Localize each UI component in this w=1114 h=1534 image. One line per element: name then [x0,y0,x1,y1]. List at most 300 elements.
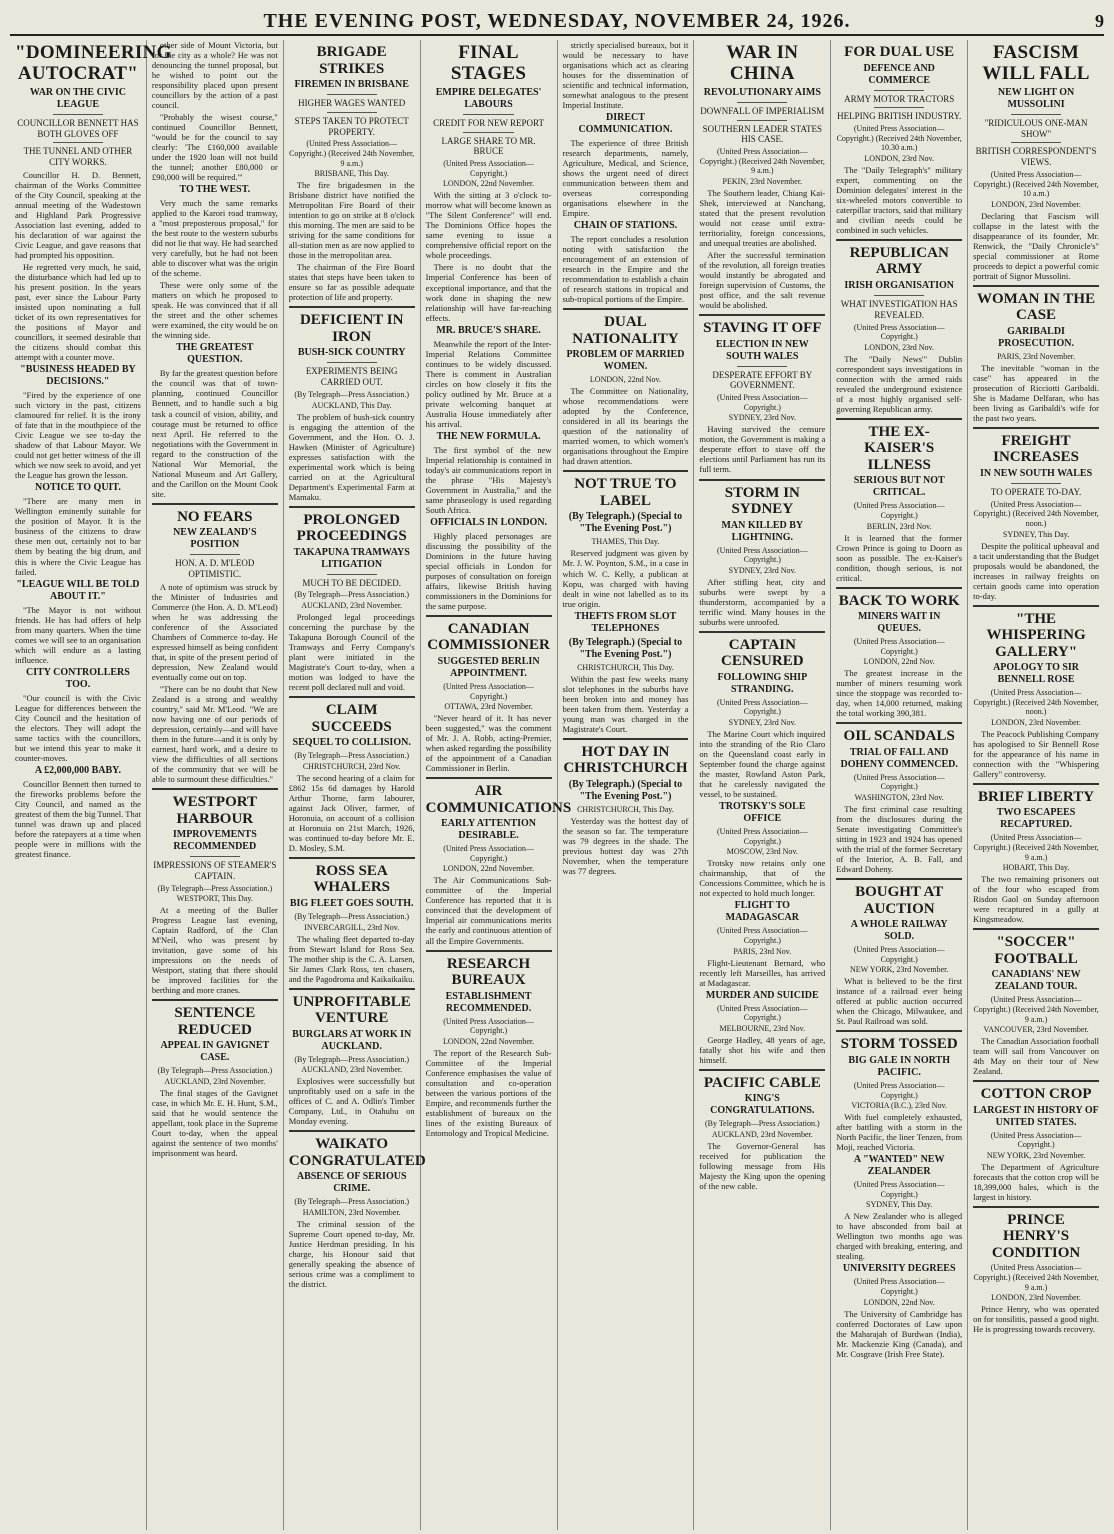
article-subheading: HELPING BRITISH INDUSTRY. [837,111,962,122]
article-paragraph: The criminal session of the Supreme Court opened to-day, Mr. Justice Herdman presiding. In his charge, his Honour said that generally speaking the absence of serious crime was a compliment to the district. [288,1218,415,1289]
dateline: AUCKLAND, 23rd November. [711,1129,813,1139]
dateline: VANCOUVER, 23rd November. [983,1025,1089,1035]
article-heading: UNPROFITABLE VENTURE [292,993,411,1027]
press-credit: (United Press Association—Copyright.) [853,322,945,342]
short-rule [1011,483,1061,484]
article-subheading: THE TUNNEL AND OTHER CITY WORKS. [23,146,133,168]
article-paragraph: The final stages of the Gavignet case, in which Mr. E. H. Hunt, S.M., said that he would sentence the appellant, took place in the Supreme Court to-day, when the appeal against the sentence of two months' imprisonment was heard. [151,1087,278,1159]
article-subheading: "LEAGUE WILL BE TOLD ABOUT IT." [16,578,140,602]
press-credit: (United Press Association—Copyright.) [853,1180,945,1199]
article-paragraph: Trotsky now retains only one chairmanship, that of the Concessions Committee, which he is not expected to hold much longer. [699,858,826,899]
article-subheading: TWO ESCAPEES RECAPTURED. [996,807,1076,831]
article-paragraph: A New Zealander who is alleged to have absconded from bail at Wellington two months ago was charged with breaking, entering, and stealing. [836,1211,963,1262]
article-heading: FINAL STAGES [450,42,527,84]
dateline: MOSCOW, 23rd Nov. [726,847,798,857]
column-7 [831,40,968,1530]
article-subheading: BIG GALE IN NORTH PACIFIC. [848,1054,950,1078]
masthead [10,8,1104,36]
article-heading: HOT DAY IN CHRISTCHURCH [563,743,688,777]
article-paragraph: Reserved judgment was given by Mr. J. W. Poynton, S.M., in a case in which W. C. Kelly, a publican at Kopu, was charged with having dealt in wine not labelled as to its true origin. [562,548,689,609]
article-subheading: PROBLEM OF MARRIED WOMEN. [566,349,685,373]
press-credit: (United Press Association—Copyright.) (Received 24th November, 10.30 a.m.) [836,124,962,153]
article-subheading: DEFENCE AND COMMERCE [863,62,935,86]
dateline: BERLIN, 23rd Nov. [866,521,932,531]
dateline: THAMES, This Day. [591,537,660,547]
section-divider [563,308,689,310]
article-subheading: ARMY MOTOR TRACTORS [844,93,955,104]
column-5 [558,40,695,1530]
press-credit: (United Press Association—Copyright.) [853,637,945,656]
article-paragraph: Having survived the censure motion, the Government is making a desperate effort to stave off the elections until Parliament has run its full term. [699,424,826,475]
section-divider [836,722,962,724]
article-paragraph: The Marine Court which inquired into the stranding of the Rio Claro on the Queensland coast early in September found the charge against the master, Rowland Aston Park, that he carelessly navigated the vessel, to be sustained. [699,728,826,800]
dateline: WASHINGTON, 23rd Nov. [854,793,944,803]
dateline: HOBART, This Day. [1002,863,1070,873]
article-subheading: CREDIT FOR NEW REPORT [433,117,544,128]
article-paragraph: The experience of three British research departments, namely, Agriculture, Medical, and Science, shows the urgent need of direct communication between them and overseas corresponding organisations elsewhere in the Empire. [562,138,689,219]
short-rule [327,112,377,113]
dateline: SYDNEY, 23rd Nov. [728,717,796,727]
section-divider [152,503,278,505]
column-2 [147,40,284,1530]
dateline: LONDON, 23rd Nov. [864,153,935,163]
press-credit: (United Press Association—Copyright.) [716,697,808,717]
dateline: SYDNEY, 23rd Nov. [728,565,796,575]
dateline: NEW YORK, 23rd November. [849,965,949,975]
press-credit: (United Press Association—Copyright.) [716,545,808,565]
article-heading: BOUGHT AT AUCTION [855,884,944,917]
dateline: AUCKLAND, This Day. [311,400,392,410]
article-subheading: MAN KILLED BY LIGHTNING. [721,519,804,543]
article-heading: CAPTAIN CENSURED [721,636,804,670]
dateline: CHRISTCHURCH, This Day. [577,662,674,672]
press-credit: (United Press Association—Copyright.) [716,393,808,412]
press-credit: (United Press Association—Copyright.) [716,1003,808,1023]
column-8 [968,40,1104,1530]
article-subheading: BRITISH CORRESPONDENT'S VIEWS. [975,146,1097,168]
article-heading: STORM TOSSED [840,1036,958,1053]
article-subheading: TROTSKY'S SOLE OFFICE [719,801,806,825]
dateline: LONDON, 22nd November. [443,1036,535,1046]
article-paragraph: What is believed to be the first instance of a railroad ever being offered at public auction occurred when the Chicago, Milwaukee, and St. Paul Railroad was sold. [836,976,963,1027]
press-credit: (United Press Association—Copyright.) [443,1016,534,1036]
article-paragraph: The Governor-General has received for publication the following message from His Majesty the King upon the opening of the new cable. [699,1140,826,1191]
article-paragraph: There is no doubt that the Imperial Conference has been of exceptional importance, and that the work done in shaping the new relationship will have far-reaching effects. [425,262,552,323]
press-credit: (United Press Association—Copyright.) [853,945,945,964]
masthead-title: THE EVENING POST, WEDNESDAY, NOVEMBER 24, 1926. [263,9,851,32]
article-heading: "THE WHISPERING GALLERY" [986,610,1086,660]
column-1 [10,40,172,1530]
article-paragraph: With fuel completely exhausted, after battling with a storm in the North Pacific, the liner Tenzen, from Moji, reached Victoria. [836,1112,963,1153]
article-subheading: MR. BRUCE'S SHARE. [436,324,541,336]
article-subheading: BUSH-SICK COUNTRY [297,347,406,359]
article-subheading: HON. A. D. M'LEOD OPTIMISTIC. [175,558,255,579]
section-divider [699,1069,825,1071]
article-subheading: CITY CONTROLLERS TOO. [26,666,130,690]
short-rule [874,90,924,91]
short-rule [1011,114,1061,115]
article-heading: WAIKATO CONGRATULATED [288,1136,426,1169]
article-heading: WESTPORT HARBOUR [172,794,258,827]
short-rule [874,295,924,296]
article-subheading: FOLLOWING SHIP STRANDING. [717,671,808,695]
article-subheading: EARLY ATTENTION DESIRABLE. [441,818,537,842]
article-heading: AIR COMMUNICATIONS [425,783,572,816]
article-subheading: A WHOLE RAILWAY SOLD. [850,919,948,943]
article-paragraph: "Our council is with the Civic League for differences between the City Council and the hesitation of the electors. They will adopt the same tactics with the councillors, but we intend this year to make it counter-moves. [15,692,141,763]
article-paragraph: Councillor Bennett then turned to the fireworks problems before the City Council, and named as the greatest of them the big Tunnel. That tunnel was drawn up and placed before the ratepayers at a time when people were in millions with the greatest finance. [15,778,141,859]
article-subheading: CANADIANS' NEW ZEALAND TOUR. [991,969,1081,993]
short-rule [327,574,377,575]
article-paragraph: Highly placed personages are discussing the possibility of the Dominions in the future having special officials in London for purposes of consultation on foreign affairs, likewise British having commissioners in the Dominions for the same purpose. [425,530,552,611]
press-credit: (United Press Association—Copyright.) [443,681,534,701]
article-subheading: WAR ON THE CIVIC LEAGUE [29,86,127,110]
article-paragraph: The Department of Agriculture forecasts that the cotton crop will be 18,399,000 bales, which is the largest in history. [973,1161,1099,1202]
article-subheading: (By Telegraph.) (Special to "The Evening Post.") [568,636,683,660]
press-credit: (United Press Association—Copyright.) (Received 24th November, 9 a.m.) [973,995,1099,1024]
article-subheading: ELECTION IN NEW SOUTH WALES [715,338,809,362]
section-divider [426,950,552,952]
article-paragraph: "There are many men in Wellington eminently suitable for the position of Mayor. It is the business of the citizens to draw these men out, certainly not to bar them by beating the big drum, and this is where the Civic League has failed. [15,496,141,577]
press-credit: (United Press Association—Copyright.) [853,501,945,520]
section-divider [289,306,415,308]
article-paragraph: George Hadley, 48 years of age, fatally shot his wife and then himself. [699,1034,826,1065]
article-subheading: SUGGESTED BERLIN APPOINTMENT. [437,655,540,679]
press-credit: (United Press Association—Copyright.) [853,1277,945,1297]
article-paragraph: The two remaining prisoners out of the four who escaped from Risdon Gaol on Sunday afternoon were recaptured in a gully at Kingsmeadow. [973,874,1099,925]
press-credit: (United Press Association—Copyright.) (Received 24th November, 10 a.m.) [973,169,1099,199]
dateline: PARIS, 23rd November. [997,351,1076,361]
article-paragraph: Councillor H. D. Bennett, chairman of the Works Committee of the City Council, speaking at the annual meeting of the Wadestown and Highland Park Progressive Association last evening, added to his declaration of war against the Civic League, and gave reasons that had prompted his opposition. [15,169,141,261]
article-paragraph: Very much the same remarks applied to the Karori road tramway, a "most preposterous proposal," for the best route to the western suburbs did not lie that way. He had searched very carefully, but he had not been able to discover what was the origin of the scheme. [151,198,278,279]
article-paragraph: The greatest increase in the number of miners resuming work since the stoppage was recorded to-day, when 14,000 returned, making the total working 390,381. [836,668,963,719]
article-heading: STAVING IT OFF [703,320,822,337]
article-subheading: LARGE SHARE TO MR. BRUCE [441,135,536,157]
press-credit: (By Telegraph—Press Association.) [294,389,409,399]
article-subheading: IMPRESSIONS OF STEAMER'S CAPTAIN. [153,860,277,881]
section-divider [289,988,415,990]
article-subheading: BIG FLEET GOES SOUTH. [289,897,414,909]
dateline: LONDON, 23rd November. [991,717,1081,727]
section-divider [836,878,962,880]
article-paragraph: "The Mayor is not without friends. He has had offers of help from many quarters. When the time comes we will see to an organisation which will endure as a lasting influence. [15,604,141,665]
article-subheading: EMPIRE DELEGATES' LABOURS [435,86,542,110]
section-divider [699,479,825,481]
article-subheading: LARGEST IN HISTORY OF UNITED STATES. [973,1104,1099,1128]
article-heading: REPUBLICAN ARMY [849,244,949,278]
article-heading: BACK TO WORK [838,592,960,609]
article-subheading: BURGLARS AT WORK IN AUCKLAND. [292,1028,412,1052]
dateline: SYDNEY, This Day. [1002,529,1070,539]
article-subheading: (By Telegraph.) (Special to "The Evening Post.") [568,778,683,802]
article-subheading: NOTICE TO QUIT. [35,482,121,494]
dateline: LONDON, 22nd Nov. [863,1297,935,1307]
short-rule [874,107,924,108]
dateline: INVERCARGILL, 23rd Nov. [304,922,400,932]
article-subheading: COUNCILLOR BENNETT HAS BOTH GLOVES OFF [17,117,139,139]
article-paragraph: The first symbol of the new Imperial relationship is contained in today's air communications report in the phrase "His Majesty's Government in Australia," and the same phraseology is used regarding South Africa. [425,444,552,515]
article-paragraph: These were only some of the matters on which he proposed to speak. He was convinced that if all the street and the other schemes were examined, the city would be on the winning side. [151,280,278,341]
article-paragraph: Meanwhile the report of the Inter-Imperial Relations Committee continues to be widely discussed. There is comment in Australian circles on how closely it fits the policy outlined by Mr. Bruce at a private welcoming banquet at Australia House immediately after his arrival. [425,338,552,429]
press-credit: (United Press Association—Copyright.) [716,827,808,846]
article-subheading: MUCH TO BE DECIDED. [302,577,402,588]
dateline: AUCKLAND, 23rd November. [301,601,403,611]
press-credit: (By Telegraph—Press Association.) [157,1066,273,1076]
short-rule [737,366,787,367]
article-subheading: DESPERATE EFFORT BY GOVERNMENT. [712,369,813,391]
short-rule [463,132,513,133]
article-paragraph: At a meeting of the Buller Progress League last evening, Captain Radford, of the Clan M'Neil, who was present by invitation, gave some of his impressions on the needs of Westport, stating that there should be improved facilities for the berthing and more cranes. [151,905,278,996]
article-heading: NO FEARS [177,508,253,525]
short-rule [737,102,787,103]
article-paragraph: By far the greatest question before the council was that of town-planning, continued Councillor Bennett, and to handle such a big task a council of vision, ability, and courage must be returned to office next April. He referred to the negotiations with the Government in regard to the construction of the National War Memorial, the National Museum and Art Gallery, and the Carillon on the Mount Cook site. [151,368,278,499]
section-divider [836,1030,962,1032]
short-rule [53,142,103,143]
article-paragraph: The Canadian Association football team will sail from Vancouver on 4th May on their tour of New Zealand. [973,1036,1099,1077]
dateline: AUCKLAND, 23rd November. [301,1065,403,1075]
dateline: VICTORIA (B.C.), 23rd Nov. [851,1101,947,1111]
short-rule [1011,142,1061,143]
dateline: NEW YORK, 23rd November. [986,1150,1086,1160]
article-paragraph: The inevitable "woman in the case" has appeared in the prosecution of Ricciotti Garibaldi. She is Madame Delfaran, who has been living as Garibaldi's wife for the past two years. [973,362,1099,423]
article-heading: RESEARCH BUREAUX [446,955,531,989]
article-paragraph: Prince Henry, who was operated on for tonsilitis, passed a good night. He is progressing towards recovery. [973,1304,1099,1335]
dateline: LONDON, 22nd November. [443,864,535,874]
article-subheading: STEPS TAKEN TO PROTECT PROPERTY. [294,115,409,137]
press-credit: (By Telegraph—Press Association.) [294,911,409,921]
section-divider [836,418,962,420]
article-subheading: TAKAPUNA TRAMWAYS LITIGATION [293,546,410,570]
section-divider [973,783,1099,785]
section-divider [563,738,689,740]
article-subheading: FLIGHT TO MADAGASCAR [725,900,799,924]
dateline: SYDNEY, 23rd Nov. [728,413,796,423]
article-subheading: HIGHER WAGES WANTED [298,98,406,108]
section-divider [699,314,825,316]
article-subheading: SERIOUS BUT NOT CRITICAL. [853,475,945,499]
dateline: PEKIN, 23rd November. [722,176,803,186]
article-paragraph: He regretted very much, he said, the disturbance which had led up to his present position. In the years past, ever since the Labour Party insisted upon nominating a full ticket of its own representatives for the positions of Mayor and councillors, it seemed desirable that the citizens should combat this attempt with a counter move. [15,262,141,363]
article-paragraph: The second hearing of a claim for £862 15s 6d damages by Harold Arthur Thorne, farm labourer, against Jack Oliver, farmer, of Horonuia, on account of a collision at Horonuia on 21st March, 1926, was continued to-day before Mr. E. D. Mosley, S.M. [288,772,415,853]
article-heading: DEFICIENT IN IRON [299,312,404,345]
article-subheading: GARIBALDI PROSECUTION. [998,325,1074,349]
columns-container [10,40,1104,1530]
section-divider [699,631,825,633]
article-subheading: IMPROVEMENTS RECOMMENDED [172,829,257,853]
article-paragraph: The chairman of the Fire Board states that steps have been taken to ensure so far as possible adequate protection of life and property. [288,262,415,303]
article-paragraph: The report of the Research Sub-Committee of the Imperial Conference emphasises the value of consultation and co-operation between the various portions of the Empire, and recommends further the establishment of bureaux on the lines of the existing Bureaux of Entomology and Tropical Medicine. [425,1047,552,1138]
article-subheading: IN NEW SOUTH WALES [979,467,1093,479]
article-heading: FASCISM WILL FALL [982,42,1090,84]
article-paragraph: The problem of bush-sick country is engaging the attention of the Government, and the Hon. O. J. Hawken (Minister of Agriculture) expresses satisfaction with the experimental work which is being carried on at the Agricultural Department's Experimental Farm at Mamaku. [288,411,415,502]
article-heading: PROLONGED PROCEEDINGS [296,511,407,545]
press-credit: (By Telegraph—Press Association.) [294,590,409,600]
short-rule [190,554,240,555]
article-subheading: TO OPERATE TO-DAY. [990,486,1082,497]
section-divider [289,506,415,508]
press-credit: (United Press Association—Copyright.) (Received 24th November, 9 a.m.) [289,139,415,168]
press-credit: (By Telegraph—Press Association.) [705,1119,820,1129]
article-subheading: ESTABLISHMENT RECOMMENDED. [445,990,532,1014]
press-credit: (By Telegraph—Press Association.) [294,1054,409,1064]
short-rule [190,856,240,857]
article-heading: BRIGADE STRIKES [316,44,387,77]
dateline: LONDON, 23rd November. [991,1293,1081,1303]
dateline: MELBOURNE, 23rd Nov. [719,1023,806,1033]
press-credit: (United Press Association—Copyright.) (Received 24th November, noon.) [973,688,1099,717]
article-paragraph: The "Daily News'" Dublin correspondent says investigations in connection with the armed raids revealed the underground existence of a most highly organised self-governing Republican army. [836,353,963,414]
article-paragraph: strictly specialised bureaux, but it would be necessary to have organisations which act as clearing houses for the dissemination of scientific and technical information, somewhat analogous to the present Imperial Institute. [562,40,689,111]
article-paragraph: After stifling heat, city and suburbs were swept by a thunderstorm, accompanied by a terrific wind. Many houses in the suburbs were unroofed. [699,576,826,627]
section-divider [973,427,1099,429]
article-subheading: APPEAL IN GAVIGNET CASE. [160,1040,270,1064]
press-credit: (By Telegraph—Press Association.) [294,751,409,761]
dateline: LONDON, 22nd Nov. [589,375,661,385]
press-credit: (United Press Association—Copyright.) (Received 24th November, 9 a.m.) [973,1263,1099,1292]
short-rule [463,114,513,115]
section-divider [426,615,552,617]
press-credit: (United Press Association—Copyright.) [443,159,534,178]
section-divider [152,999,278,1001]
article-paragraph: Yesterday was the hottest day of the season so far. The temperature was 79 degrees in the shade. The previous hottest day was 27th November, when the temperature was 77 degrees. [562,815,689,876]
article-heading: OIL SCANDALS [843,728,955,745]
section-divider [289,857,415,859]
section-divider [836,587,962,589]
press-credit: (United Press Association—Copyright.) [853,772,945,792]
short-rule [327,362,377,363]
article-subheading: SOUTHERN LEADER STATES HIS CASE. [702,123,822,145]
article-subheading: TO THE WEST. [179,184,251,196]
article-paragraph: The University of Cambridge has conferred Doctorates of Law upon the Maharajah of Burdwan (India), Mr. Mackenzie King (Canada), and Mr. Cosgrave (Irish Free State). [836,1308,963,1359]
column-4 [421,40,572,1530]
article-paragraph: The Peacock Publishing Company has apologised to Sir Bennell Rose for the appearance of his name in connection with the "Whispering Gallery" controversy. [973,728,1099,779]
article-paragraph: Despite the political upheaval and a tacit understanding that the Budget proposals would be abandoned, the increases in railway freights on certain goods came into operation to-day. [973,540,1099,601]
article-paragraph: The Committee on Nationality, whose recommendations were adopted by the Conference, considered in all its bearings the question of the nationality of married women, to which women's organisations throughout the Empire had drawn attention. [562,386,689,467]
article-paragraph: With the sitting at 3 o'clock to-morrow what will become known as "The Silent Conference" will end. The Dominions Office hopes the same evening to issue a comprehensive official report on the whole proceedings. [425,190,552,261]
article-heading: STORM IN SYDNEY [724,484,800,517]
article-subheading: SEQUEL TO COLLISION. [292,737,411,749]
article-paragraph: Within the past few weeks many slot telephones in the suburbs have been broken into and money has been taken from them. Yesterday a young man was charged in the Magistrate's Court. [562,673,689,734]
article-heading: "SOCCER" FOOTBALL [994,934,1078,967]
article-subheading: EXPERIMENTS BEING CARRIED OUT. [305,366,398,388]
article-paragraph: It is learned that the former Crown Prince is going to Doorn as soon as possible. The ex-Kaiser's condition, though serious, is not critical. [836,532,963,583]
dateline: BRISBANE, This Day. [314,169,389,179]
page-number: 9 [1095,10,1104,31]
article-subheading: A £2,000,000 BABY. [34,764,121,776]
press-credit: (United Press Association—Copyright.) (Received 24th November, 9 a.m.) [699,147,825,176]
article-paragraph: The fire brigadesmen in the Brisbane district have notified the Metropolitan Fire Board of their intention to go on strike at 8 o'clock this morning. The men are said to be striving for the same conditions for all-station men as are now applied to those in the metropolitan area. [288,180,415,261]
dateline: PARIS, 23rd Nov. [733,946,792,956]
dateline: SYDNEY, This Day. [866,1200,933,1210]
press-credit: (United Press Association—Copyright.) [716,926,808,945]
article-subheading: MURDER AND SUICIDE [705,989,819,1001]
article-subheading: CHAIN OF STATIONS. [573,220,678,232]
article-subheading: "BUSINESS HEADED BY DECISIONS." [20,364,136,388]
article-subheading: MINERS WAIT IN QUEUES. [857,611,941,635]
section-divider [289,696,415,698]
article-heading: THE EX-KAISER'S ILLNESS [864,423,935,473]
article-subheading: OFFICIALS IN LONDON. [430,516,548,528]
article-paragraph: The report concludes a resolution noting with satisfaction the encouragement of an extension of research in the Empire and the recommendation to establish a chain of research stations in tropical and sub-tropical portions of the Empire. [562,234,689,305]
article-subheading: DOWNFALL OF IMPERIALISM [700,105,825,116]
article-heading: "DOMINEERING AUTOCRAT" [15,42,172,84]
dateline: LONDON, 23rd November. [991,199,1081,209]
article-subheading: NEW LIGHT ON MUSSOLINI [997,86,1075,110]
article-subheading: NEW ZEALAND'S POSITION [173,527,257,551]
article-heading: WOMAN IN THE CASE [977,290,1096,324]
article-subheading: REVOLUTIONARY AIMS [703,86,821,98]
article-subheading: THE GREATEST QUESTION. [176,342,254,366]
article-subheading: THE NEW FORMULA. [436,430,541,442]
column-3 [284,40,426,1530]
article-paragraph: "Probably the wisest course," continued Councillor Bennett, "would be for the council to say clearly: 'The £160,000 available under the 1920 loan will not build the tunnel; another £80,000 or £90,000 will be required.'" [151,112,278,183]
article-heading: PACIFIC CABLE [703,1074,821,1091]
short-rule [327,94,377,95]
short-rule [737,120,787,121]
article-subheading: TRIAL OF FALL AND DOHENY COMMENCED. [840,746,958,770]
article-subheading: UNIVERSITY DEGREES [842,1263,956,1275]
article-subheading: APOLOGY TO SIR BENNELL ROSE [993,662,1080,686]
article-paragraph: The Southern leader, Chiang Kai-Shek, interviewed at Nanchang, stated that the present revolution would not cease until extra-territoriality, foreign concessions, and unequal treaties are abolished. [699,187,826,249]
article-heading: DUAL NATIONALITY [572,314,679,347]
article-paragraph: Prolonged legal proceedings concerning the purchase by the Takapuna Borough Council of the Tramways and Ferry Company's plant were initiated in the Magistrate's Court to-day, when a motion was lodged to have the recent poll declared null and void. [288,612,415,693]
section-divider [973,1206,1099,1208]
article-subheading: DIRECT COMMUNICATION. [578,112,673,136]
press-credit: (United Press Association—Copyright.) [443,844,534,863]
column-6 [694,40,831,1530]
article-heading: ROSS SEA WHALERS [313,862,391,896]
press-credit: (By Telegraph—Press Association.) [294,1197,409,1207]
article-paragraph: The first criminal case resulting from the disclosures during the Senate investigating Committee's sitting in 1923 and 1924 has opened with the trial of the former Secretary of the Interior, A. B. Fall, and Edward Doheny. [836,804,963,875]
article-paragraph: Declaring that Fascism will collapse in the latest with the disappearance of its founder, Mr. Renwick, the "Daily Chronicle's" special commissioner at Rome proceeds to depict a powerful comic portrait of Signor Mussolini. [973,210,1099,281]
press-credit: (By Telegraph—Press Association.) [157,883,273,893]
dateline: CHRISTCHURCH, This Day. [577,804,674,814]
dateline: LONDON, 23rd Nov. [864,342,935,352]
article-subheading: "RIDICULOUS ONE-MAN SHOW" [984,117,1088,139]
press-credit: (United Press Association—Copyright.) [853,1080,945,1100]
dateline: AUCKLAND, 23rd November. [164,1076,266,1086]
section-divider [836,239,962,241]
dateline: LONDON, 22nd Nov. [863,657,935,667]
article-subheading: ABSENCE OF SERIOUS CRIME. [296,1171,407,1195]
press-credit: (United Press Association—Copyright.) (Received 24th November, 9 a.m.) [973,833,1099,862]
article-paragraph: After the successful termination of the revolution, all foreign treaties would instantly be abrogated and foreign supervision of Customs, the post office, and the salt revenue would be abolished. [699,250,826,311]
article-subheading: KING'S CONGRATULATIONS. [710,1093,815,1117]
article-subheading: WHAT INVESTIGATION HAS REVEALED. [840,298,958,320]
section-divider [289,1130,415,1132]
article-paragraph: A note of optimism was struck by the Minister of Industries and Commerce (the Hon. A. D. M'Leod) when he was addressing the conference of the Associated Chambers of Commerce to-day. He expressed himself as being confident that, in spite of the present period of depression, New Zealand would eventually come out on top. [151,581,278,682]
article-heading: CANADIAN COMMISSIONER [427,620,550,654]
dateline: CHRISTCHURCH, 23rd Nov. [302,761,401,771]
dateline: OTTAWA, 23rd November. [444,702,533,712]
article-paragraph: other side of Mount Victoria, but for the city as a whole? He was not denouncing the tunnel proposal, but he wished to point out the responsibility placed upon present councillors by the action of a past council. [151,40,278,111]
section-divider [973,605,1099,607]
article-heading: PRINCE HENRY'S CONDITION [991,1211,1081,1261]
short-rule [53,114,103,115]
article-heading: CLAIM SUCCEEDS [311,702,392,735]
article-heading: FOR DUAL USE [844,44,955,60]
article-paragraph: Explosives were successfully but unprofitably used on a safe in the offices of C. and A. Odlin's Timber Company, Ltd., in Otahuhu on Monday evening. [288,1076,415,1127]
article-subheading: IRISH ORGANISATION [844,279,954,291]
section-divider [563,470,689,472]
article-subheading: (By Telegraph.) (Special to "The Evening Post.") [568,511,683,535]
section-divider [973,1080,1099,1082]
press-credit: (United Press Association—Copyright.) [990,1130,1082,1150]
section-divider [152,788,278,790]
article-heading: COTTON CROP [980,1086,1092,1103]
dateline: LONDON, 22nd November. [443,179,535,189]
article-paragraph: "There can be no doubt that New Zealand is a strong and wealthy country," said Mr. M'Leod. "We are now having one of our periods of depression, certainly—and will have them in the future—and it is only by earnest, hard work, and a desire to view the difficulties of all sections of the community that we will be able to surmount these difficulties." [151,683,278,785]
